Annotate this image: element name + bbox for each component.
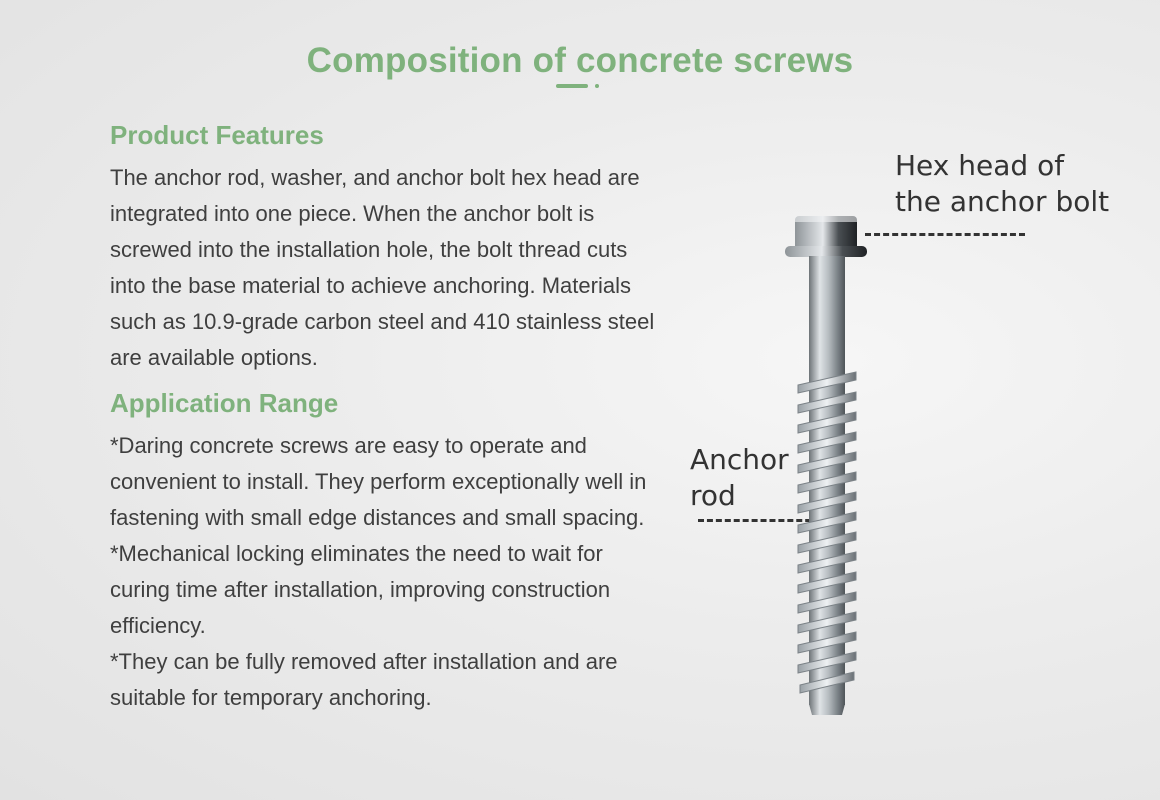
application-item: *They can be fully removed after installation and are suitable for temporary anchoring. [110,649,618,710]
product-features-heading: Product Features [110,120,324,150]
application-range-list [110,428,655,716]
application-range-section [110,386,655,716]
page-title: Composition of concrete screws [306,41,854,81]
application-item: *Mechanical locking eliminates the need to wait for curing time after installation, improving construction efficiency. [110,541,611,638]
hex-head-callout: Hex head of the anchor bolt [895,149,1110,218]
concrete-screw-image [780,210,890,730]
title-underline [556,84,588,88]
application-range-heading: Application Range [110,388,339,418]
product-features-section [110,118,655,376]
anchor-rod-callout: Anchor rod [690,443,789,512]
concrete-screw-figure [690,120,1160,760]
product-features-text: The anchor rod, washer, and anchor bolt hex head are integrated into one piece. When the anchor bolt is screwed into the installation hole, the bolt thread cuts into the base material to achieve anchoring. Materials such as 10.9-grade carbon steel and 410 stainless steel are available options. [110,165,655,370]
title-underline-dot [595,84,599,88]
content-column [110,118,655,716]
application-item: *Daring concrete screws are easy to operate and convenient to install. They perform exceptionally well in fastening with small edge distances and small spacing. [110,433,647,530]
